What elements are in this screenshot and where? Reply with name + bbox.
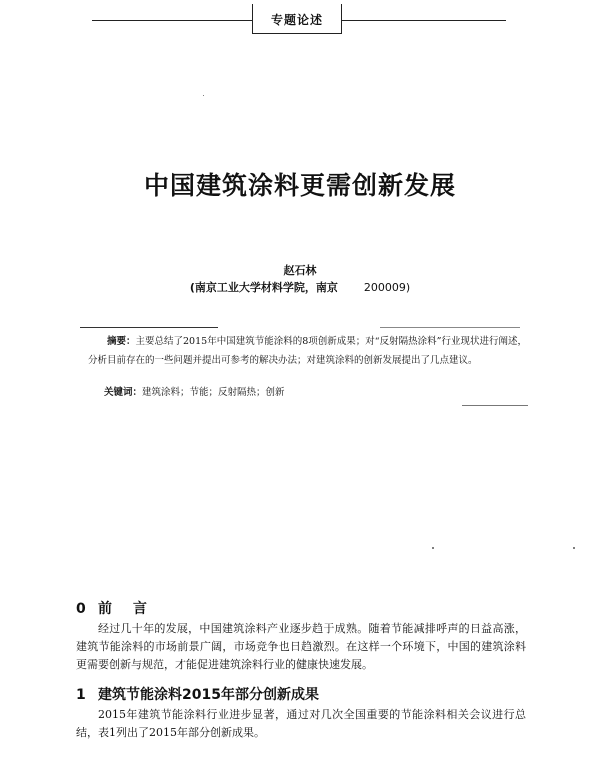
article-affiliation — [0, 279, 600, 295]
header-section-label: 专题论述 — [270, 13, 323, 27]
section-paragraph: 经过几十年的发展，中国建筑涂料产业逐步趋于成熟。随着节能减排呼声的日益高涨，建筑节能涂料的市场前景广阔，市场竞争也日趋激烈。在这样一个环境下，中国的建筑涂料更需要创新与规范，才能促进建筑涂料行业的健康快速发展。 — [76, 622, 526, 671]
affiliation-text: (南京工业大学材料学院，南京 — [189, 281, 338, 294]
article-title: 中国建筑涂料更需创新发展 — [143, 171, 456, 200]
keywords-text: 建筑涂料；节能；反射隔热；创新 — [142, 387, 285, 398]
keywords-block — [104, 385, 285, 401]
section-paragraph: 2015年建筑节能涂料行业进步显著，通过对几次全国重要的节能涂料相关会议进行总结，表1列出了2015年部分创新成果。 — [76, 708, 526, 739]
scan-speck — [573, 547, 575, 549]
abstract-label: 摘要： — [107, 336, 136, 347]
article-author: 赵石林 — [283, 264, 317, 277]
affiliation-postcode: 200009) — [363, 281, 411, 294]
section-title: 建筑节能涂料2015年部分创新成果 — [98, 687, 319, 703]
section-heading-intro — [76, 598, 155, 618]
abstract-top-rule — [80, 327, 218, 328]
abstract-block — [88, 332, 528, 370]
keywords-label: 关键词： — [104, 387, 143, 398]
header-rule-left — [92, 20, 252, 21]
section-title: 前 言 — [98, 601, 155, 617]
abstract-text: 主要总结了2015年中国建筑节能涂料的8项创新成果；对“反射隔热涂料”行业现状进行阐述，分析目前存在的一些问题并提出可参考的解决办法；对建筑涂料的创新发展提出了几点建议。 — [88, 336, 527, 366]
header-section-tab — [252, 4, 342, 34]
section-number: 1 — [76, 687, 86, 703]
scan-speck — [432, 547, 434, 549]
abstract-top-rule-right — [380, 327, 520, 328]
section-number: 0 — [76, 601, 86, 617]
header-rule-right — [342, 20, 506, 21]
section-heading-innovations — [76, 684, 319, 704]
scan-speck — [203, 95, 204, 96]
abstract-bottom-rule — [462, 405, 528, 406]
